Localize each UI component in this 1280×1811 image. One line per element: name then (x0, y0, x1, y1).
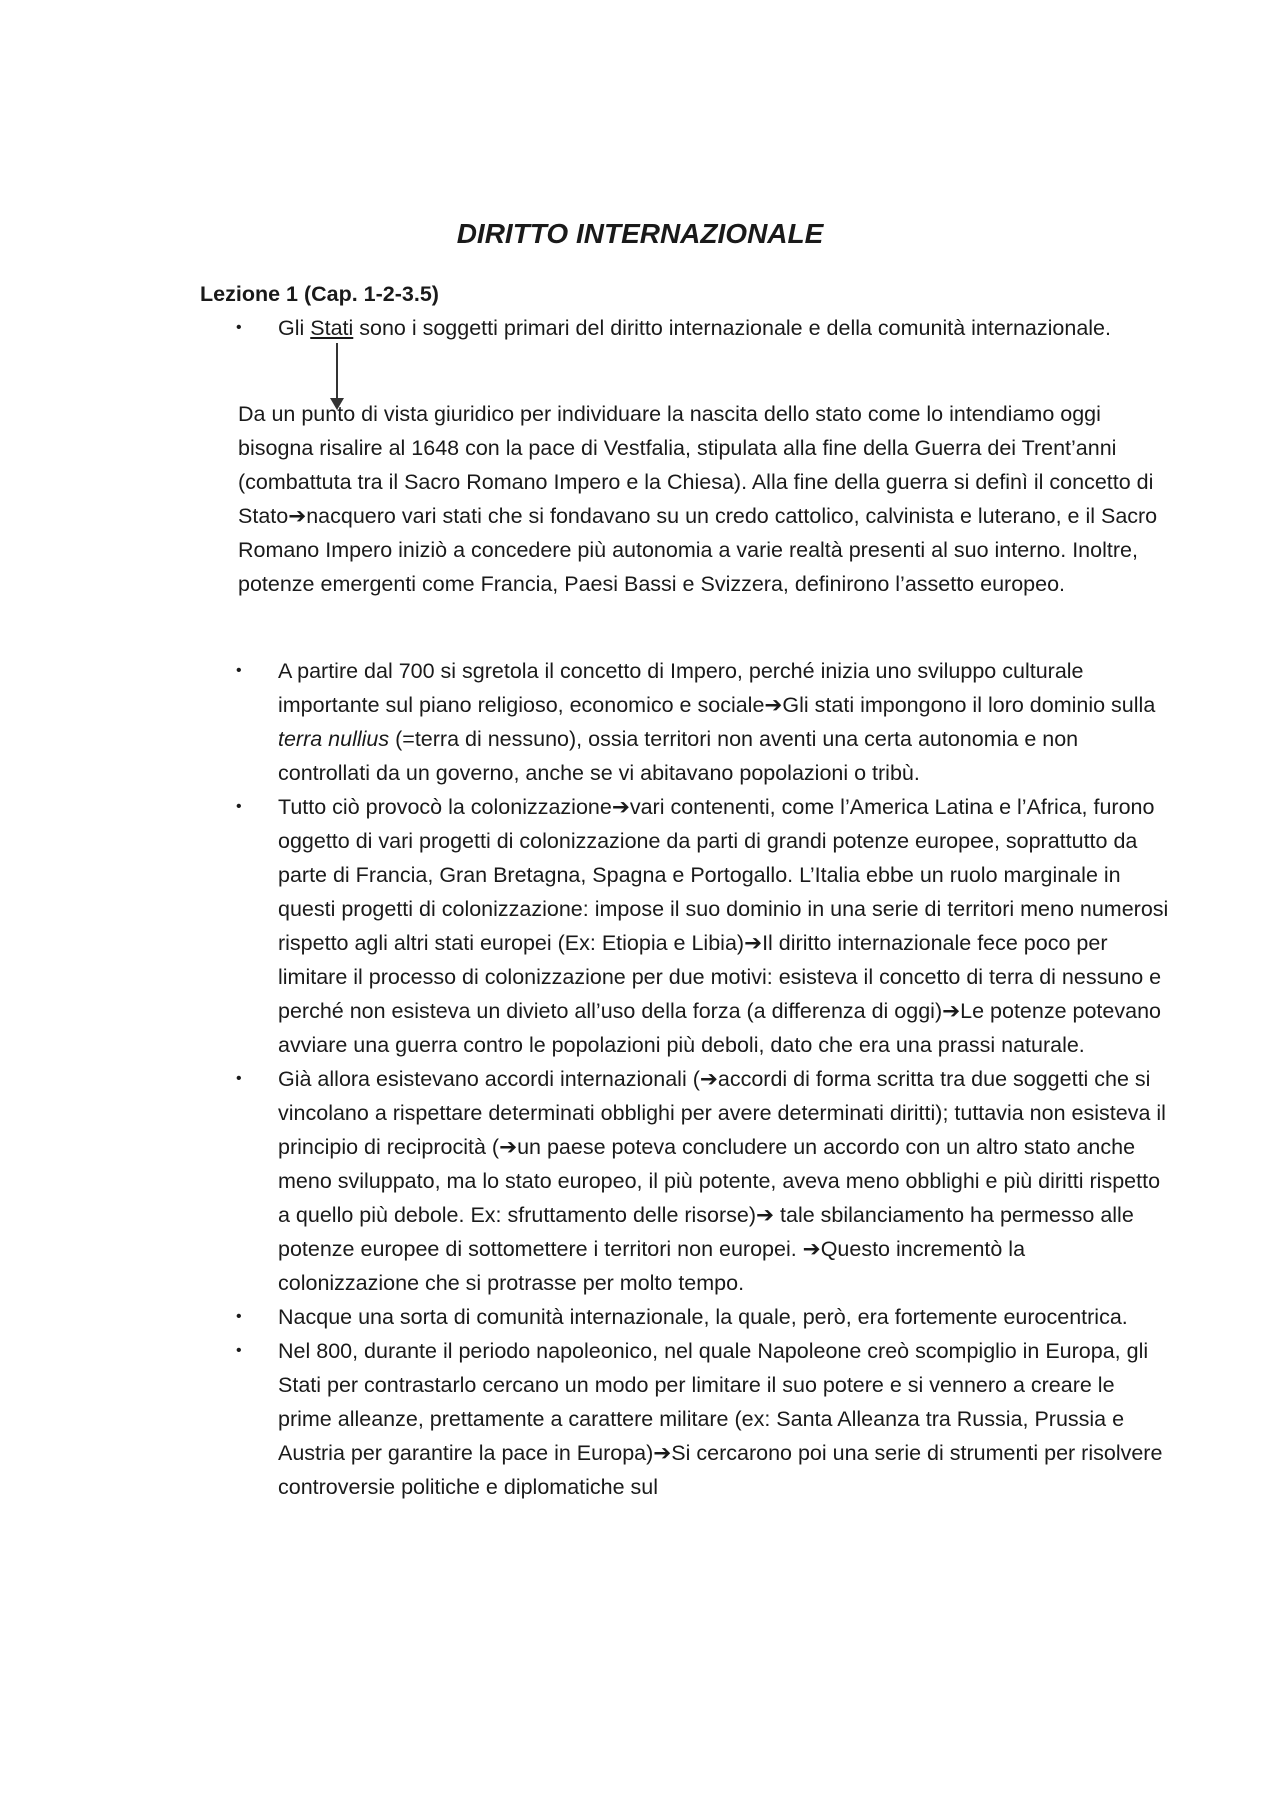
text-run: vari contenenti, come l’America Latina e l’Africa, furono oggetto di vari progetti di colonizzazione da parti di grandi potenze europee, soprattutto da parte di Francia, Gran Bretagna, Spagna e Portogallo. L’Italia ebbe un ruolo marginale in questi progetti di colonizzazione: impose il suo dominio in una serie di territori meno numerosi rispetto agli altri stati europei (Ex: Etiopia e Libia) (278, 795, 1169, 955)
right-arrow-icon: ➔ (942, 999, 961, 1023)
bullet-list-intro (200, 311, 1170, 345)
bullet-icon: • (236, 1342, 242, 1359)
right-arrow-icon: ➔ (699, 1067, 718, 1091)
text-run: A partire dal 700 si sgretola il concetto di Impero, perché inizia uno sviluppo culturale importante sul piano religioso, economico e sociale (278, 659, 1084, 717)
text-run: Gli (278, 316, 311, 340)
text-run: tale sbilanciamento ha permesso alle potenze europee di sottomettere i territori non europei. (278, 1203, 1134, 1261)
right-arrow-icon: ➔ (499, 1135, 518, 1159)
underlined-term: Stati (310, 316, 354, 340)
text-run: un paese poteva concludere un accordo con un altro stato anche meno sviluppato, ma lo stato europeo, il più potente, aveva meno obblighi e più diritti rispetto a quello più debole. Ex: sfruttamento delle risorse) (278, 1135, 1161, 1227)
text-run: Le potenze potevano avviare una guerra contro le popolazioni più deboli, dato che era una prassi naturale. (278, 999, 1161, 1057)
bullet-icon: • (236, 319, 242, 336)
list-item (200, 1300, 1170, 1334)
right-arrow-icon: ➔ (288, 504, 307, 528)
bullet-icon: • (236, 1070, 242, 1087)
text-run: (=terra di nessuno), ossia territori non aventi una certa autonomia e non controllati da un governo, anche se vi abitavano popolazioni o tribù. (278, 727, 1079, 785)
down-arrow-line (336, 343, 338, 403)
right-arrow-icon: ➔ (653, 1441, 672, 1465)
list-item (200, 1334, 1170, 1504)
right-arrow-icon: ➔ (756, 1203, 775, 1227)
text-run: Nel 800, durante il periodo napoleonico, nel quale Napoleone creò scompiglio in Europa, gli Stati per contrastarlo cercano un modo per limitare il suo potere e si vennero a creare le prime alleanze, prettamente a carattere militare (ex: Santa Alleanza tra Russia, Prussia e Austria per garantire la pace in Europa) (278, 1339, 1149, 1465)
paragraph-vestfalia (238, 397, 1170, 601)
bullet-icon: • (236, 662, 242, 679)
text-run: nacquero vari stati che si fondavano su un credo cattolico, calvinista e luterano, e il Sacro Romano Impero iniziò a concedere più autonomia a varie realtà presenti al suo interno. Inoltre, potenze emergenti come Francia, Paesi Bassi e Svizzera, definirono l’assetto europeo. (238, 504, 1158, 596)
text-run: Il diritto internazionale fece poco per limitare il processo di colonizzazione per due motivi: esisteva il concetto di terra di nessuno e perché non esisteva un divieto all’uso della forza (a differenza di oggi) (278, 931, 1162, 1023)
italic-term: terra nullius (278, 727, 390, 751)
list-item (200, 1062, 1170, 1300)
right-arrow-icon: ➔ (744, 931, 763, 955)
list-item (200, 311, 1170, 345)
right-arrow-icon: ➔ (802, 1237, 821, 1261)
text-run: Tutto ciò provocò la colonizzazione (278, 795, 612, 819)
bullet-icon: • (236, 798, 242, 815)
text-run: Da un punto di vista giuridico per individuare la nascita dello stato come lo intendiamo oggi bisogna risalire al 1648 con la pace di Vestfalia, stipulata alla fine della Guerra dei Trent’anni (combattuta tra il Sacro Romano Impero e la Chiesa). Alla fine della guerra si definì il concetto di Stato (238, 402, 1154, 528)
bullet-icon: • (236, 1308, 242, 1325)
text-run: Gli stati impongono il loro dominio sulla (782, 693, 1156, 717)
text-run: Già allora esistevano accordi internazionali ( (278, 1067, 700, 1091)
list-item (200, 654, 1170, 790)
text-run: sono i soggetti primari del diritto internazionale e della comunità internazionale. (353, 316, 1111, 340)
lesson-heading: Lezione 1 (Cap. 1-2-3.5) (200, 282, 439, 306)
document-title: DIRITTO INTERNAZIONALE (456, 218, 824, 249)
bullet-list-history (200, 654, 1170, 1504)
right-arrow-icon: ➔ (764, 693, 783, 717)
list-item (200, 790, 1170, 1062)
text-run: Si cercarono poi una serie di strumenti per risolvere controversie politiche e diplomatiche sul (278, 1441, 1163, 1499)
text-run: Questo incrementò la colonizzazione che si protrasse per molto tempo. (278, 1237, 1026, 1295)
text-run: accordi di forma scritta tra due soggetti che si vincolano a rispettare determinati obblighi per avere determinati diritti); tuttavia non esisteva il principio di reciprocità ( (278, 1067, 1166, 1159)
right-arrow-icon: ➔ (611, 795, 630, 819)
text-run: Nacque una sorta di comunità internazionale, la quale, però, era fortemente eurocentrica. (278, 1305, 1128, 1329)
